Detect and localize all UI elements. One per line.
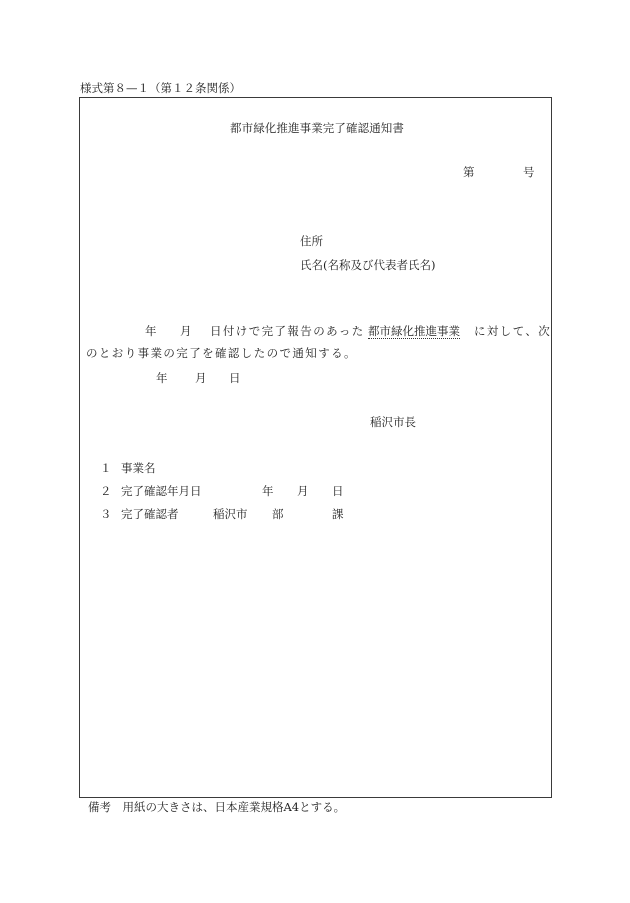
item-2-number: ２ xyxy=(100,484,112,498)
date-day: 日 xyxy=(229,371,241,385)
item-2-label: 完了確認年月日 xyxy=(121,484,202,498)
item-3-label: 完了確認者 xyxy=(121,507,179,521)
item-3-number: ３ xyxy=(100,507,112,521)
form-number: 様式第８—１（第１２条関係） xyxy=(80,81,241,95)
body-line-2: のとおり事業の完了を確認したので通知する。 xyxy=(86,346,357,360)
recipient-name-label: 氏名(名称及び代表者氏名) xyxy=(300,258,436,272)
item-3-field-city: 稲沢市 xyxy=(213,507,248,521)
body-month: 月 xyxy=(180,324,192,338)
document-frame xyxy=(79,97,552,798)
date-year: 年 xyxy=(156,371,168,385)
doc-number-prefix: 第 xyxy=(463,165,475,179)
recipient-address-label: 住所 xyxy=(300,234,323,248)
item-3-field-department: 部 xyxy=(272,507,284,521)
body-text-after: に対して、次 xyxy=(474,324,552,338)
item-3-field-section: 課 xyxy=(332,507,344,521)
item-2-field-month: 月 xyxy=(297,484,309,498)
date-month: 月 xyxy=(195,371,207,385)
document-title: 都市緑化推進事業完了確認通知書 xyxy=(230,121,404,135)
body-project-name: 都市緑化推進事業 xyxy=(368,324,460,338)
body-text-before: 日付けで完了報告のあった xyxy=(210,324,365,338)
item-1-label: 事業名 xyxy=(121,461,156,475)
body-year: 年 xyxy=(145,324,157,338)
item-2-field-day: 日 xyxy=(332,484,344,498)
item-2-field-year: 年 xyxy=(262,484,274,498)
doc-number-suffix: 号 xyxy=(523,165,535,179)
sender: 稲沢市長 xyxy=(370,415,416,429)
note: 備考 用紙の大きさは、日本産業規格A4とする。 xyxy=(88,800,346,814)
item-1-number: １ xyxy=(100,461,112,475)
